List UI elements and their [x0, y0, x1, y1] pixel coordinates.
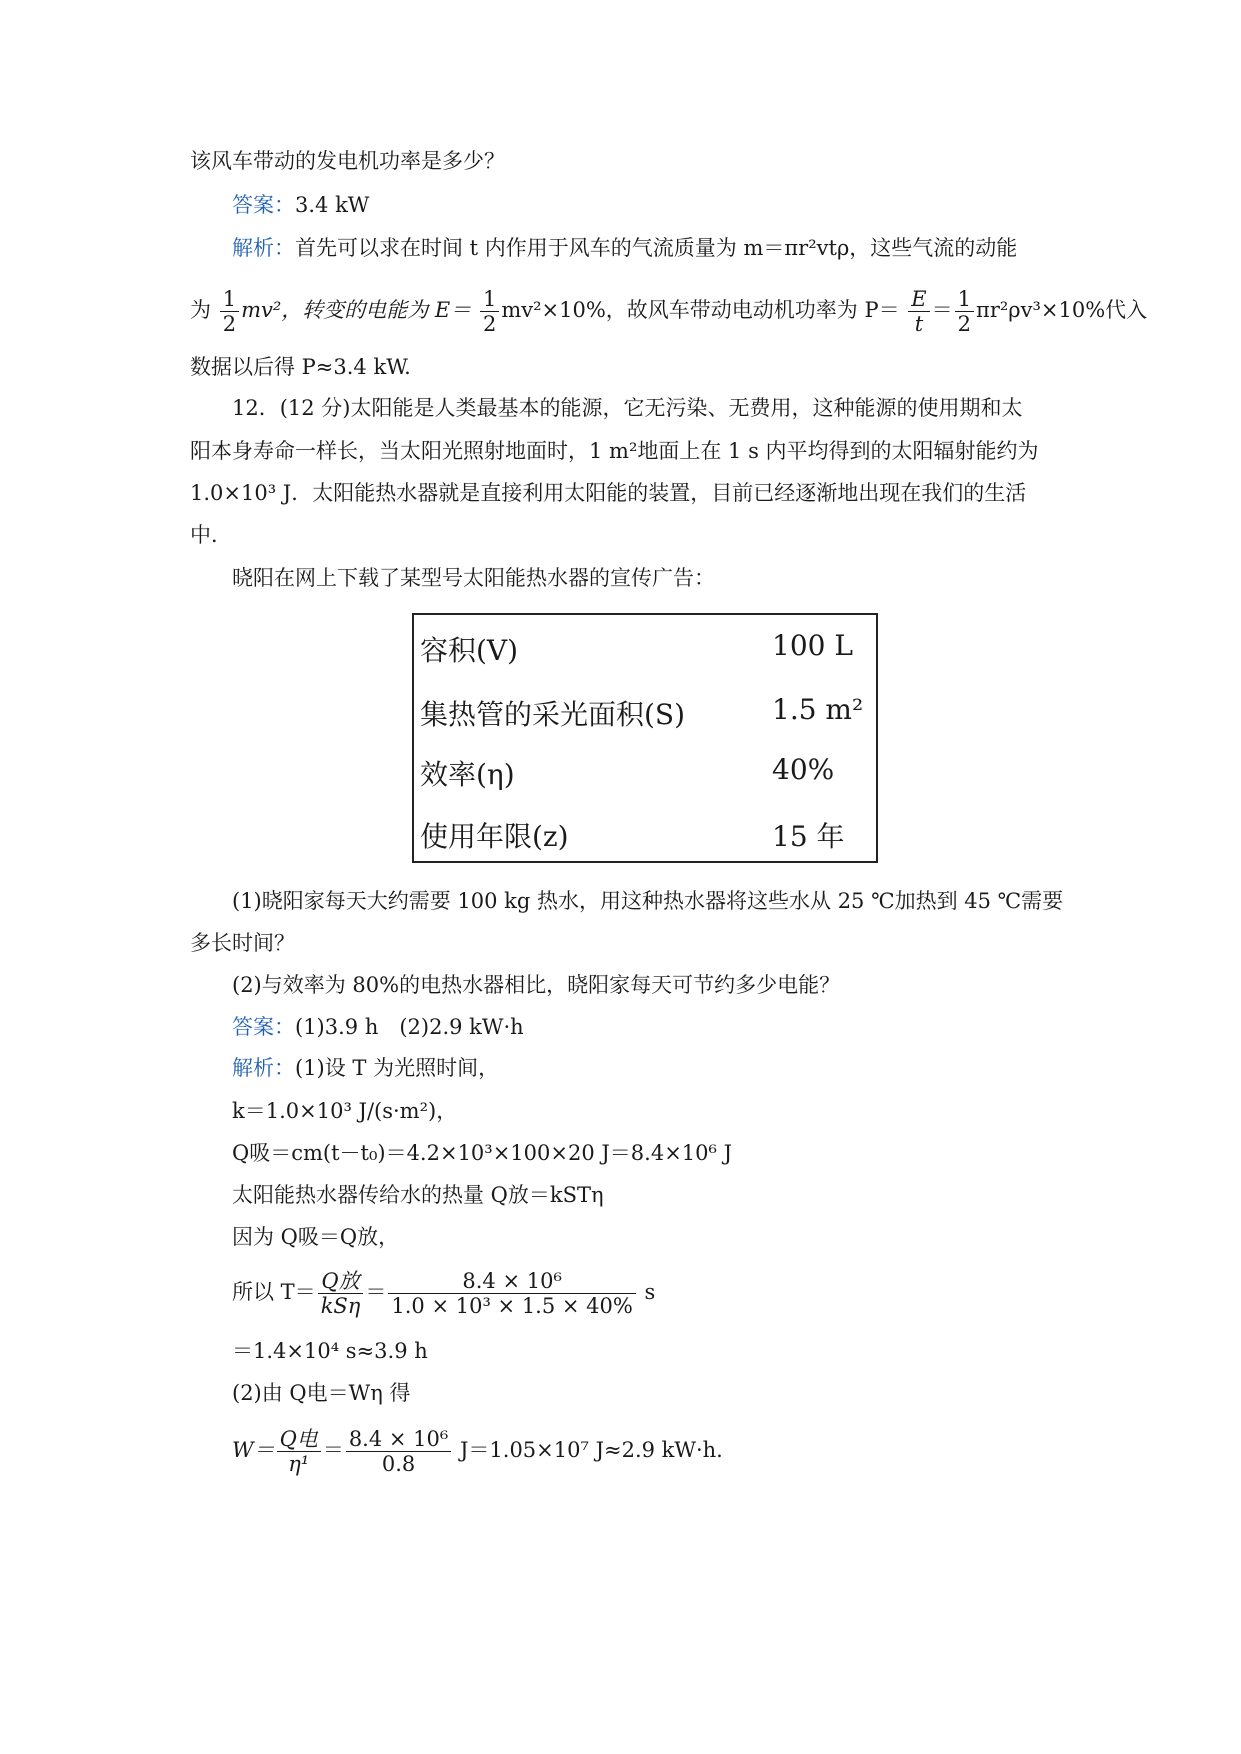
frac-num: 8.4 × 10⁶ [388, 1269, 635, 1294]
answer-label: 答案： [232, 193, 295, 217]
frac-den: kSη [320, 1294, 361, 1318]
step-q-absorb: Q吸＝cm(t－t₀)＝4.2×10³×100×20 J＝8.4×10⁶ J [232, 1141, 733, 1165]
explanation-label: 解析： [232, 236, 295, 260]
ad-spec-table [412, 613, 878, 863]
text-segment: πr²ρv³×10%代入 [976, 298, 1148, 322]
frac-den: 2 [482, 312, 497, 336]
text-segment: ＝ [931, 298, 953, 322]
ad-value: 15 年 [772, 820, 845, 853]
text-segment: 为 [190, 298, 211, 322]
ad-value: 100 L [772, 629, 853, 662]
ad-key: 容积(V) [420, 634, 519, 667]
frac-num: 1 [955, 287, 974, 312]
answer-label: 答案： [232, 1015, 295, 1039]
frac-den: 2 [222, 312, 237, 336]
step-2-intro: (2)由 Q电＝Wη 得 [232, 1381, 411, 1405]
explanation-1 [232, 233, 1112, 263]
sub-question-1-line-2: 多长时间？ [190, 931, 295, 955]
text-segment: 所以 T＝ [232, 1280, 316, 1304]
explanation-label: 解析： [232, 1056, 295, 1080]
fraction-half-3 [955, 287, 974, 336]
text-segment: J＝1.05×10⁷ J≈2.9 kW·h. [459, 1438, 723, 1462]
fraction-w-numeric [346, 1427, 451, 1476]
fraction-q-over-ks [318, 1269, 364, 1318]
ad-key: 集热管的采光面积(S) [420, 698, 686, 731]
question-tail: 该风车带动的发电机功率是多少？ [190, 149, 505, 173]
fraction-half [220, 287, 239, 336]
text-segment: ＝ [365, 1280, 387, 1304]
explanation-2 [232, 1053, 1112, 1083]
sub-question-1-line-1: (1)晓阳家每天大约需要 100 kg 热水，用这种热水器将这些水从 25 ℃加热到 45 ℃需要 [232, 889, 1064, 913]
step-t-result: ＝1.4×10⁴ s≈3.9 h [232, 1339, 428, 1363]
frac-den: t [914, 312, 924, 336]
explanation-formula-line [190, 280, 1148, 340]
answer-value: 3.4 kW [295, 193, 370, 217]
ad-value: 40% [772, 753, 835, 786]
frac-num: Q放 [318, 1269, 364, 1294]
ad-key: 使用年限(z) [420, 820, 569, 853]
frac-den: 2 [957, 312, 972, 336]
answer-1 [232, 190, 1112, 220]
text-segment: mv²×10%，故风车带动电动机功率为 P＝ [501, 298, 900, 322]
text-segment: W＝ [232, 1438, 275, 1462]
answer-2 [232, 1012, 1112, 1042]
frac-num: 1 [220, 287, 239, 312]
ad-value: 1.5 m² [772, 693, 864, 726]
frac-den: 0.8 [381, 1452, 416, 1476]
step-t-formula [232, 1262, 1112, 1322]
frac-num: Q电 [277, 1427, 321, 1452]
frac-num: E [908, 287, 929, 312]
fraction-e-over-t [908, 287, 929, 336]
explanation-text: (1)设 T 为光照时间， [295, 1056, 500, 1080]
ad-row [414, 615, 876, 677]
frac-den: 1.0 × 10³ × 1.5 × 40% [391, 1294, 633, 1318]
step-q-release: 太阳能热水器传给水的热量 Q放＝kSTη [232, 1183, 604, 1207]
frac-den: η¹ [288, 1452, 310, 1476]
frac-num: 8.4 × 10⁶ [346, 1427, 451, 1452]
ad-key: 效率(η) [420, 758, 515, 791]
text-segment: mv²，转变的电能为 E＝ [241, 298, 472, 322]
fraction-half-2 [480, 287, 499, 336]
explanation-text: 首先可以求在时间 t 内作用于风车的气流质量为 m＝πr²vtρ，这些气流的动能 [295, 236, 1018, 260]
ad-row [414, 801, 876, 863]
ad-row [414, 739, 876, 801]
text-segment: ＝ [322, 1438, 344, 1462]
step-equal: 因为 Q吸＝Q放， [232, 1225, 400, 1249]
fraction-q-over-eta [277, 1427, 321, 1476]
step-k: k＝1.0×10³ J/(s·m²)， [232, 1099, 458, 1123]
sub-question-2: (2)与效率为 80%的电热水器相比，晓阳家每天可节约多少电能？ [232, 973, 841, 997]
answer-value: (1)3.9 h (2)2.9 kW·h [295, 1015, 524, 1039]
ad-row [414, 679, 876, 741]
frac-num: 1 [480, 287, 499, 312]
question-12-line-3: 1.0×10³ J．太阳能热水器就是直接利用太阳能的装置，目前已经逐渐地出现在我们的生活 [190, 481, 1027, 505]
ad-intro: 晓阳在网上下载了某型号太阳能热水器的宣传广告： [232, 566, 715, 590]
step-w-formula [232, 1420, 1112, 1480]
text-segment: s [644, 1280, 656, 1304]
explanation-result: 数据以后得 P≈3.4 kW. [190, 355, 411, 379]
fraction-t-numeric [388, 1269, 635, 1318]
question-12-line-1: 12．(12 分)太阳能是人类最基本的能源，它无污染、无费用，这种能源的使用期和太 [232, 396, 1023, 420]
question-12-line-4: 中． [190, 523, 232, 547]
question-12-line-2: 阳本身寿命一样长，当太阳光照射地面时，1 m²地面上在 1 s 内平均得到的太阳辐射能约为 [190, 439, 1039, 463]
